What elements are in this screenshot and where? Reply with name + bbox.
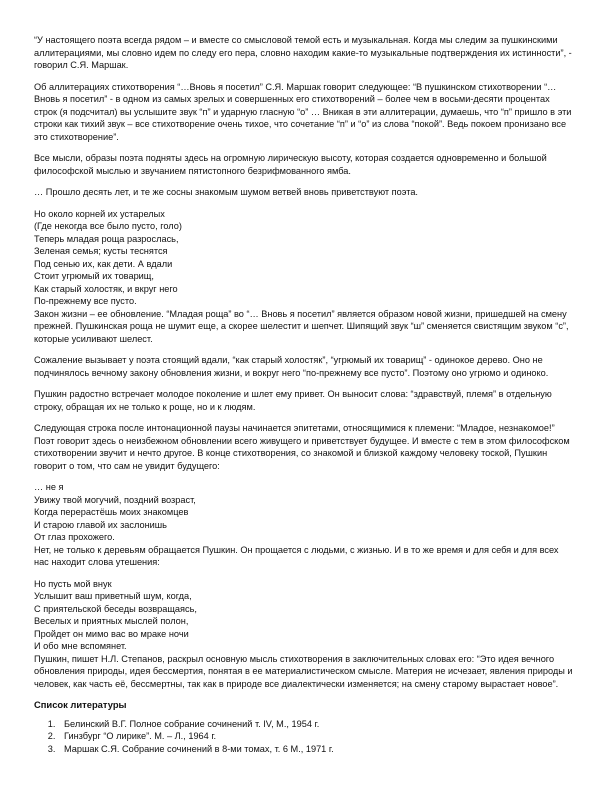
paragraph-law-of-life: Закон жизни – ее обновление. “Младая роща” во “… Вновь я посетил” является образом новой жизни, пришедшей на смену прежней. Пушкинская роща не шумит еще, а скорее шелестит и шепчет. Шипящий звук “ш” сменяется свистящим звуком “с”, которые усиливают шелест. xyxy=(34,308,569,344)
paragraph-farewell: Нет, не только к деревьям обращается Пушкин. Он прощается с людьми, с жизнью. И в то же время и для себя и для всех нас находит слова утешения: xyxy=(34,544,559,567)
poem-line: Теперь младая роща разрослась, xyxy=(34,233,179,244)
paragraph-stepanov: Пушкин, пишет Н.Л. Степанов, раскрыл основную мысль стихотворения в заключительных словах его: “Это идея вечного обновления природы, идея бессмертия, понятая в ее материалистическом смысле. Материя не исчезает, явления природы и человек, как часть её, бессмертны, так как в природе все диалектически изменяется; на смену старому вырастает новое”. xyxy=(34,653,573,689)
poem-line: Зеленая семья; кусты теснятся xyxy=(34,246,168,256)
reference-item: 1. Белинский В.Г. Полное собрание сочинений т. IV, М., 1954 г. xyxy=(58,718,574,731)
poem-excerpt-3 xyxy=(34,578,574,653)
reference-item: 3. Маршак С.Я. Собрание сочинений в 8-ми томах, т. 6 М., 1971 г. xyxy=(58,743,574,756)
poem-line: Когда перерастёшь моих знакомцев xyxy=(34,507,189,517)
paragraph-regret: Сожаление вызывает у поэта стоящий вдали, “как старый холостяк”, “угрюмый их товарищ” - одинокое дерево. Оно не подчинялось вечному закону обновления жизни, и вокруг него “по-прежнему все пусто”. Поэтому оно угрюмо и одиноко. xyxy=(34,355,549,378)
poem-line: Стоит угрюмый их товарищ, xyxy=(34,271,154,281)
poem-line: Но пусть мой внук xyxy=(34,578,112,589)
paragraph-ten-years: … Прошло десять лет, и те же сосны знакомым шумом ветвей вновь приветствуют поэта. xyxy=(34,187,418,197)
poem-line: По-прежнему все пусто. xyxy=(34,296,137,306)
paragraph-next-line: Следующая строка после интонационной паузы начинается эпитетами, относящимися к племени: “Младое, незнакомое!” Поэт говорит здесь о неизбежном обновлении всего живущего и приветствует будущее. И вместе с тем в этом философском стихотворении звучит и нечто другое. В конце стихотворения, со знакомой и близкой каждому человеку тоской, Пушкин говорит о том, что сам не увидит будущего: xyxy=(34,423,570,471)
poem-line: От глаз прохожего. xyxy=(34,532,115,542)
paragraph-marshak-quote: “У настоящего поэта всегда рядом – и вместе со смысловой темой есть и музыкальная. Когда мы следим за пушкинскими аллитерациями, мы словно идем по следу его пера, словно находим какие-то музыкальные подтверждения их истинности”, - говорил С.Я. Маршак. xyxy=(34,35,572,70)
poem-line: (Где некогда все было пусто, голо) xyxy=(34,221,182,231)
poem-line: Увижу твой могучий, поздний возраст, xyxy=(34,494,196,505)
references-title: Список литературы xyxy=(34,699,127,710)
poem-line: Как старый холостяк, и вкруг него xyxy=(34,283,178,294)
paragraph-greeting: Пушкин радостно встречает молодое поколение и шлет ему привет. Он выносит слова: “здравствуй, племя” в отдельную строку, обращая их не только к роще, но и к людям. xyxy=(34,389,552,412)
poem-line: Под сенью их, как дети. А вдали xyxy=(34,258,173,269)
poem-excerpt-1 xyxy=(34,208,574,308)
poem-line: И обо мне вспомянет. xyxy=(34,641,127,651)
reference-item: 2. Гинзбург “О лирике”. М. – Л., 1964 г. xyxy=(58,730,574,743)
document-page xyxy=(34,34,574,755)
poem-line: Пройдет он мимо вас во мраке ночи xyxy=(34,628,189,639)
references-list xyxy=(34,718,574,756)
poem-line: Услышит ваш приветный шум, когда, xyxy=(34,591,192,601)
poem-line: И старою главой их заслонишь xyxy=(34,519,167,530)
poem-line: Но около корней их устарелых xyxy=(34,208,165,219)
poem-line: … не я xyxy=(34,482,64,492)
paragraph-alliteration: Об аллитерациях стихотворения “…Вновь я посетил” С.Я. Маршак говорит следующее: “В пушкинском стихотворении “…Вновь я посетил” - в одном из самых зрелых и совершенных его стихотворений – более чем в восьми-десяти процентах строк (я подсчитал) вы услышите звук “п” и ударную гласную “о” … Вникая в эти аллитерации, думаешь, что “п” пришло в эти строки как тихий звук – все стихотворение очень тихое, что сочетание “п” и “о” из слова “покой”. Ведь покоем пронизано все это стихотворение”. xyxy=(34,81,572,142)
paragraph-thoughts: Все мысли, образы поэта подняты здесь на огромную лирическую высоту, которая создается одновременно и большой философской мыслью и звучанием пятистопного безрифмованного ямба. xyxy=(34,153,547,176)
poem-excerpt-2 xyxy=(34,481,574,544)
poem-line: Веселых и приятных мыслей полон, xyxy=(34,616,189,626)
poem-line: С приятельской беседы возвращаясь, xyxy=(34,603,197,614)
